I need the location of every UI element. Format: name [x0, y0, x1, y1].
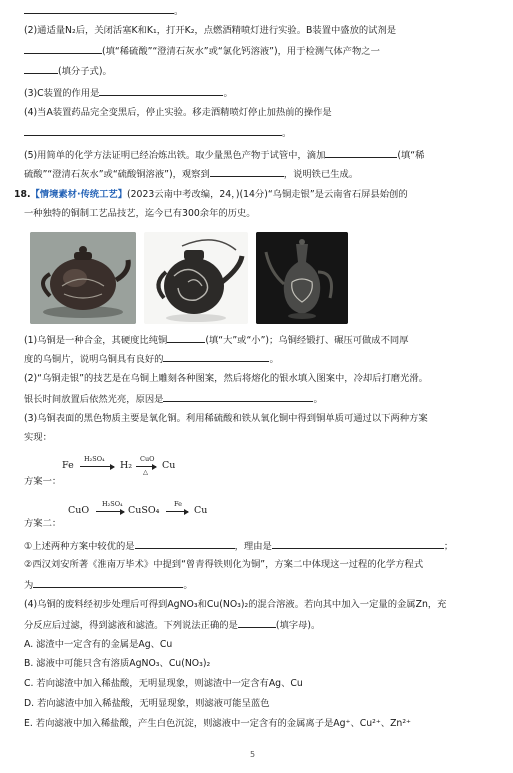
- scheme2-cuso4: CuSO₄: [128, 505, 160, 516]
- q18-p2-line2: 银长时间放置后依然光亮，原因是 。: [24, 394, 323, 405]
- answer-blank[interactable]: [33, 578, 183, 588]
- scheme1-h2: H₂: [120, 460, 133, 471]
- scheme1-heat-symbol: △: [143, 468, 148, 476]
- q18-c1-line: ①上述两种方案中较优的是 ，理由是 ；: [24, 541, 454, 552]
- q18-p1-line1: (1)乌铜是一种合金，其硬度比纯铜 (填“大”或“小”)；乌铜经锻打、碾压可做成不同厚: [24, 335, 409, 346]
- scheme2-reagent1: H₂SO₄: [102, 500, 123, 508]
- q18-p3-line1: (3)乌铜表面的黑色物质主要是氧化铜。利用稀硫酸和铁从氧化铜中得到铜单质可通过以下两种方案: [24, 413, 428, 424]
- q18-p4-line1: (4)乌铜的废料经初步处理后可得到AgNO₃和Cu(NO₃)₂的混合溶液。若向其中加入一定量的金属Zn，充: [24, 599, 447, 610]
- q18-p1-line2: 度的乌铜片，说明乌铜具有良好的 。: [24, 354, 279, 365]
- answer-blank[interactable]: [325, 148, 397, 158]
- q3-line: (3)C装置的作用是 。: [24, 88, 233, 99]
- scheme1-arrow1: [80, 466, 114, 467]
- q2-line2: (填“稀硫酸”“澄清石灰水”或“氯化钙溶液”)，用于检测气体产物之一: [24, 44, 380, 58]
- page-number: 5: [250, 750, 256, 759]
- teapot-photo-1: [30, 232, 136, 324]
- scheme2-cuo: CuO: [68, 505, 90, 516]
- q2-line1: (2)通适量N₂后，关闭活塞K和K₁，打开K₂，点燃酒精喷灯进行实验。B装置中盛放的试剂是: [24, 25, 397, 36]
- option-b[interactable]: B. 滤液中可能只含有溶质AgNO₃、Cu(NO₃)₂: [24, 658, 211, 669]
- scheme2-arrow1: [96, 511, 124, 512]
- q18-p4-line2: 分反应后过滤，得到滤液和滤渣。下列说法正确的是 (填字母)。: [24, 620, 321, 631]
- answer-blank[interactable]: [238, 618, 276, 628]
- answer-blank[interactable]: [167, 333, 205, 343]
- q4-line2: 。: [24, 126, 291, 140]
- option-a[interactable]: A. 滤渣中一定含有的金属是Ag、Cu: [24, 639, 173, 650]
- teapot-photo-2: [144, 232, 248, 324]
- scheme1-reagent1: H₂SO₄: [84, 455, 105, 463]
- scheme1-arrow2: [136, 466, 156, 467]
- answer-blank[interactable]: [163, 352, 269, 362]
- q18-c2-line2: 为 。: [24, 580, 193, 591]
- answer-blank[interactable]: [24, 44, 102, 54]
- teapot-image-1: [30, 232, 136, 324]
- q18-p3-line2: 实现：: [24, 432, 52, 443]
- q18-intro-line1: 18.【情境素材·传统工艺】(2023云南中考改编，24，)(14分)“乌铜走银”是云南省石屏县始创的: [14, 189, 408, 200]
- scheme2-label: 方案二：: [24, 518, 62, 529]
- option-c[interactable]: C. 若向滤渣中加入稀盐酸，无明显现象，则滤渣中一定含有Ag、Cu: [24, 678, 303, 689]
- scheme1-reagent2: CuO: [140, 455, 155, 463]
- q4-line1: (4)当A装置药品完全变黑后，停止实验。移走酒精喷灯停止加热前的操作是: [24, 107, 332, 118]
- answer-blank[interactable]: [163, 392, 313, 402]
- q5-line1: (5)用简单的化学方法证明已经冶炼出铁。取少量黑色产物于试管中，滴加 (填“稀: [24, 150, 425, 161]
- option-d[interactable]: D. 若向滤渣中加入稀盐酸，无明显现象，则滤液可能呈蓝色: [24, 698, 270, 709]
- answer-blank[interactable]: [135, 539, 235, 549]
- answer-blank[interactable]: [24, 126, 282, 136]
- q5-line2: 硫酸”“澄清石灰水”或“硫酸铜溶液”)，观察到 ，说明铁已生成。: [24, 169, 359, 180]
- teapot-image-2: [144, 232, 248, 324]
- q2-line3: (填分子式)。: [24, 64, 112, 78]
- answer-line-top: 。: [24, 4, 183, 18]
- answer-blank[interactable]: [210, 167, 284, 177]
- answer-blank[interactable]: [272, 539, 444, 549]
- q18-c2-line1: ②西汉刘安所著《淮南万毕术》中提到“曾青得铁则化为铜”，方案二中体现这一过程的化学方程式: [24, 559, 424, 570]
- scheme2-arrow2: [166, 511, 188, 512]
- ewer-photo-3: [256, 232, 348, 324]
- scheme1-fe: Fe: [62, 460, 74, 471]
- scheme1-label: 方案一：: [24, 476, 62, 487]
- answer-blank[interactable]: [24, 64, 58, 74]
- q18-intro-line2: 一种独特的铜制工艺品技艺，迄今已有300余年的历史。: [24, 208, 256, 219]
- scheme1-cu: Cu: [162, 460, 176, 471]
- q18-p2-line1: (2)“乌铜走银”的技艺是在乌铜上雕刻各种图案，然后将熔化的银水填入图案中，冷却后打磨光滑。: [24, 373, 428, 384]
- scheme2-reagent2: Fe: [174, 500, 183, 508]
- scheme2-cu: Cu: [194, 505, 208, 516]
- ewer-image-3: [256, 232, 348, 324]
- option-e[interactable]: E. 若向滤液中加入稀盐酸，产生白色沉淀，则滤液中一定含有的金属离子是Ag⁺、Cu²⁺、Zn²⁺: [24, 718, 411, 729]
- answer-blank[interactable]: [24, 4, 174, 14]
- answer-blank[interactable]: [99, 86, 223, 96]
